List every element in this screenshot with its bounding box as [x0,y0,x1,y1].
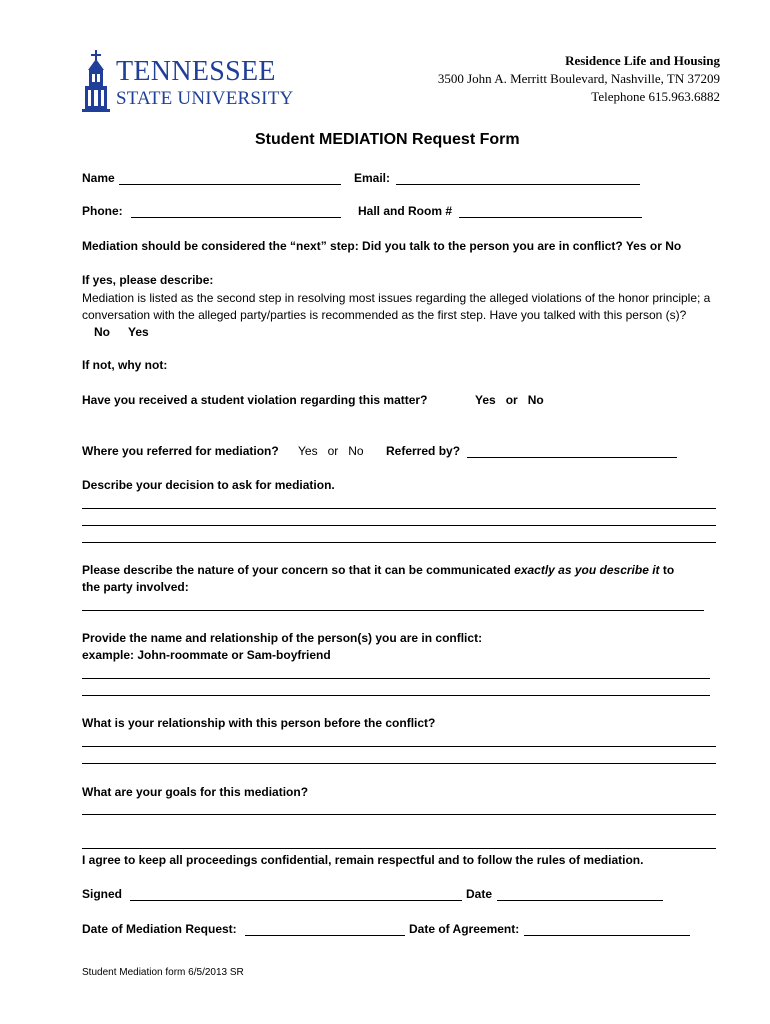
if-yes-body [82,290,722,341]
logo-line1: TENNESSEE [116,56,276,87]
option-yes[interactable]: Yes [128,325,149,339]
provide-names-example: example: John-roommate or Sam-boyfriend [82,648,331,662]
if-yes-body-text: Mediation is listed as the second step in resolving most issues regarding the alleged violations of the honor principle; a conversation with the alleged party/parties is recommended as the first step. Have you talked with this person (s)? [82,291,711,322]
referred-by-label: Referred by? [386,444,461,458]
violation-options[interactable]: Yes or No [475,393,544,407]
mediation-request-date-label: Date of Mediation Request: [82,922,237,936]
decision-line-3[interactable] [82,542,716,543]
office-name: Residence Life and Housing [565,53,720,68]
concern-emphasis: exactly as you describe it [514,563,660,577]
name-field[interactable] [119,184,341,185]
decision-line-1[interactable] [82,508,716,509]
concern-suffix: to [662,563,675,577]
concern-question [82,563,674,577]
hall-room-field[interactable] [459,217,642,218]
if-not-label: If not, why not: [82,358,168,372]
concern-line2: the party involved: [82,580,189,594]
form-title: Student MEDIATION Request Form [255,131,520,148]
agreement-statement: I agree to keep all proceedings confidential, remain respectful and to follow the rules of mediation. [82,853,644,867]
email-label: Email: [354,171,391,185]
referred-by-field[interactable] [467,457,677,458]
describe-decision-question: Describe your decision to ask for mediation. [82,478,335,492]
office-phone: Telephone 615.963.6882 [591,89,720,104]
referred-options[interactable]: Yes or No [298,444,364,458]
hall-label: Hall and Room # [358,204,453,218]
mediation-request-date-field[interactable] [245,935,405,936]
referred-question: Where you referred for mediation? [82,444,279,458]
relationship-line-2[interactable] [82,763,716,764]
if-yes-heading: If yes, please describe: [82,273,214,287]
decision-line-2[interactable] [82,525,716,526]
concern-prefix: Please describe the nature of your concern so that it can be communicated [82,563,511,577]
next-step-question: Mediation should be considered the “next” step: Did you talk to the person you are in conflict? Yes or No [82,239,682,253]
email-field[interactable] [396,184,640,185]
violation-question: Have you received a student violation regarding this matter? [82,393,428,407]
date-label: Date [466,887,493,901]
relationship-question: What is your relationship with this person before the conflict? [82,716,436,730]
name-label: Name [82,171,115,185]
signed-label: Signed [82,887,123,901]
agreement-date-label: Date of Agreement: [409,922,520,936]
date-field[interactable] [497,900,663,901]
names-line-1[interactable] [82,678,710,679]
provide-names-question: Provide the name and relationship of the person(s) you are in conflict: [82,631,483,645]
office-address: 3500 John A. Merritt Boulevard, Nashville, TN 37209 [437,71,720,86]
goals-line-2[interactable] [82,848,716,849]
signature-field[interactable] [130,900,462,901]
concern-line-1[interactable] [82,610,704,611]
phone-label: Phone: [82,204,123,218]
university-logo [82,50,292,112]
goals-line-1[interactable] [82,814,716,815]
tower-icon [82,50,110,112]
names-line-2[interactable] [82,695,710,696]
logo-line2: STATE UNIVERSITY [116,88,294,109]
form-footer: Student Mediation form 6/5/2013 SR [82,967,244,978]
agreement-date-field[interactable] [524,935,690,936]
option-no[interactable]: No [94,325,110,339]
phone-field[interactable] [131,217,341,218]
goals-question: What are your goals for this mediation? [82,785,309,799]
relationship-line-1[interactable] [82,746,716,747]
